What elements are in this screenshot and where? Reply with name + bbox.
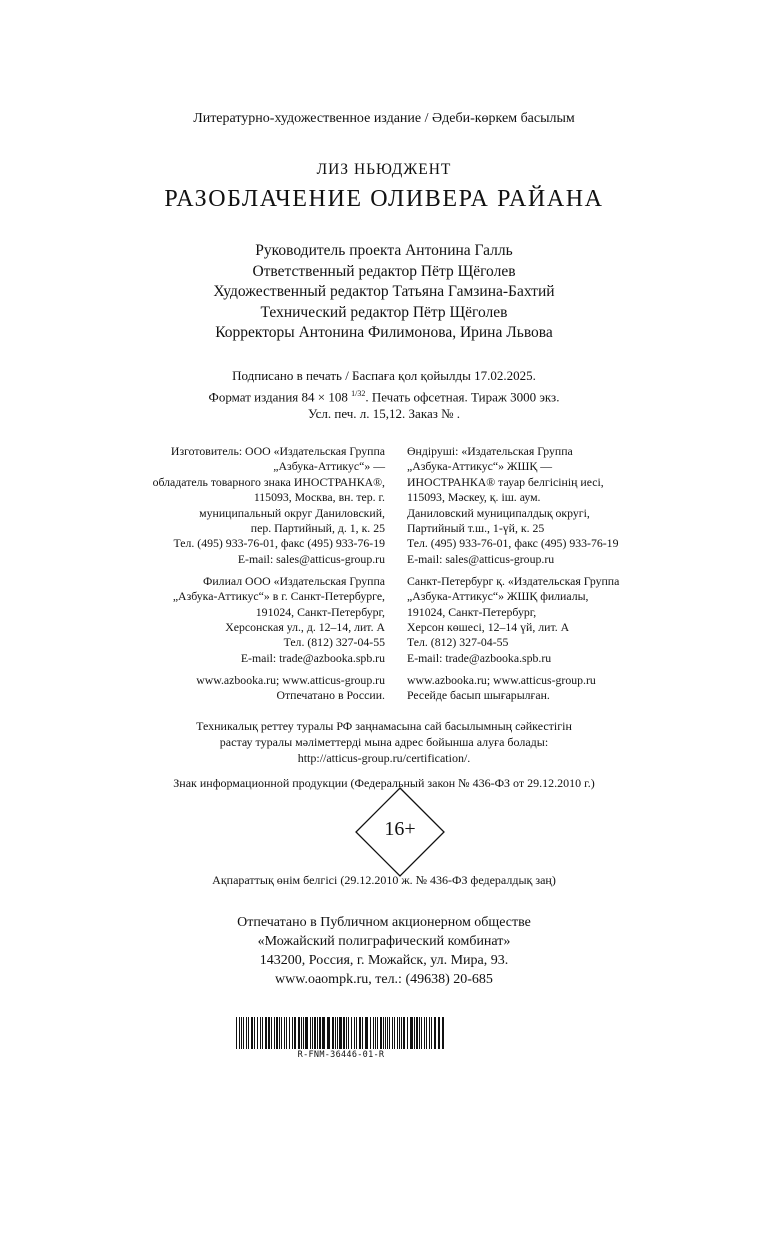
info-line: Изготовитель: ООО «Издательская Группа <box>170 444 385 458</box>
staff-line: Технический редактор Пётр Щёголев <box>260 303 508 321</box>
info-line: www.azbooka.ru; www.atticus-group.ru <box>407 672 596 687</box>
printer-line: 143200, Россия, г. Можайск, ул. Мира, 93. <box>259 953 509 968</box>
staff-line: Корректоры Антонина Филимонова, Ирина Львова <box>215 324 553 341</box>
certification-note <box>0 718 768 766</box>
info-line: Тел. (495) 933-76-01, факс (495) 933-76-19 <box>407 536 619 551</box>
info-line: Ресейде басып шығарылған. <box>407 688 550 703</box>
info-line: 191024, Санкт-Петербург, <box>255 604 385 619</box>
cert-line: Техникалық реттеу туралы РФ заңнамасына сай басылымның сәйкестігін <box>196 719 572 733</box>
info-line: www.azbooka.ru; www.atticus-group.ru <box>196 672 385 687</box>
sheets-line: Усл. печ. л. 15,12. Заказ № . <box>307 406 461 422</box>
staff-line: Художественный редактор Татьяна Гамзина-Бахтий <box>213 283 555 300</box>
info-line: „Азбука-Аттикус“» в г. Санкт-Петербурге, <box>172 589 385 604</box>
printer-line: Отпечатано в Публичном акционерном обществе <box>237 915 531 930</box>
branch-block <box>407 574 619 666</box>
branch-block <box>153 574 385 666</box>
info-line: Тел. (812) 327-04-55 <box>407 635 509 650</box>
info-line: „Азбука-Аттикус“» ЖШҚ филиалы, <box>407 589 589 604</box>
info-line: E-mail: trade@azbooka.spb.ru <box>240 650 385 665</box>
info-line: Филиал ООО «Издательская Группа <box>203 573 385 588</box>
info-line: Херсон көшесі, 12–14 үй, лит. А <box>407 619 570 634</box>
info-line: „Азбука-Аттикус“» — <box>273 459 385 474</box>
info-line: „Азбука-Аттикус“» ЖШҚ — <box>407 459 553 474</box>
printer-info <box>0 913 768 989</box>
cert-line: http://atticus-group.ru/certification/. <box>297 751 471 765</box>
printer-line: www.oaompk.ru, тел.: (49638) 20-685 <box>275 972 493 987</box>
info-line: Херсонская ул., д. 12–14, лит. А <box>225 619 385 634</box>
info-line: Даниловский муниципалдық округі, <box>407 505 590 520</box>
age-rating-label: 16+ <box>384 818 416 840</box>
info-line: Санкт-Петербург қ. «Издательская Группа <box>407 573 620 588</box>
info-line: ИНОСТРАНКА® тауар белгісінің иесі, <box>407 474 604 489</box>
info-product-sign-ru: Знак информационной продукции (Федеральный закон № 436-ФЗ от 29.12.2010 г.) <box>173 776 595 790</box>
printer-line: «Можайский полиграфический комбинат» <box>257 934 511 949</box>
info-line: Өндіруші: «Издательская Группа <box>407 444 573 458</box>
author-name: ЛИЗ НЬЮДЖЕНТ <box>316 161 452 178</box>
info-line: 115093, Мәскеу, қ. іш. аум. <box>407 490 541 505</box>
info-line: Партийный т.ш., 1-үй, к. 25 <box>407 521 545 536</box>
format-text: Формат издания 84 × 108 <box>208 388 352 404</box>
info-line: 191024, Санкт-Петербург, <box>407 604 537 619</box>
staff-line: Руководитель проекта Антонина Галль <box>255 242 513 259</box>
info-product-sign-kz: Ақпараттық өнім белгісі (29.12.2010 ж. № 436-ФЗ федералдық заң) <box>212 873 556 887</box>
web-block <box>407 673 619 704</box>
format-line <box>0 385 768 406</box>
barcode-number: R-FNM-36446-01-R <box>297 1050 385 1060</box>
info-line: E-mail: sales@atticus-group.ru <box>407 551 555 566</box>
publisher-info-kz <box>407 444 619 710</box>
edition-type: Литературно-художественное издание / Әдеби-көркем басылым <box>193 111 575 126</box>
info-line: E-mail: sales@atticus-group.ru <box>237 551 385 566</box>
manufacturer-block <box>407 444 619 567</box>
publisher-info-ru <box>153 444 385 710</box>
info-line: Тел. (495) 933-76-01, факс (495) 933-76-19 <box>173 536 385 551</box>
info-line: обладатель товарного знака ИНОСТРАНКА®, <box>152 474 385 489</box>
format-fraction: 1/32 <box>351 388 366 398</box>
info-line: E-mail: trade@azbooka.spb.ru <box>407 650 552 665</box>
info-line: 115093, Москва, вн. тер. г. <box>253 490 385 505</box>
staff-line: Ответственный редактор Пётр Щёголев <box>252 262 516 280</box>
manufacturer-block <box>153 444 385 567</box>
cert-line: растау туралы мәліметтерді мына адрес бойынша алуға болады: <box>219 735 549 749</box>
print-info <box>0 367 768 423</box>
barcode-icon <box>236 1017 446 1049</box>
staff-list <box>0 241 768 344</box>
book-title: РАЗОБЛАЧЕНИЕ ОЛИВЕРА РАЙАНА <box>164 186 604 212</box>
info-line: Отпечатано в России. <box>276 688 385 703</box>
signed-line: Подписано в печать / Баспаға қол қойылды 17.02.2025. <box>232 368 536 383</box>
info-line: муниципальный округ Даниловский, <box>199 505 385 520</box>
web-block <box>153 673 385 704</box>
info-line: пер. Партийный, д. 1, к. 25 <box>250 521 385 536</box>
format-text-rest: . Печать офсетная. Тираж 3000 экз. <box>365 388 560 404</box>
info-line: Тел. (812) 327-04-55 <box>283 635 385 650</box>
